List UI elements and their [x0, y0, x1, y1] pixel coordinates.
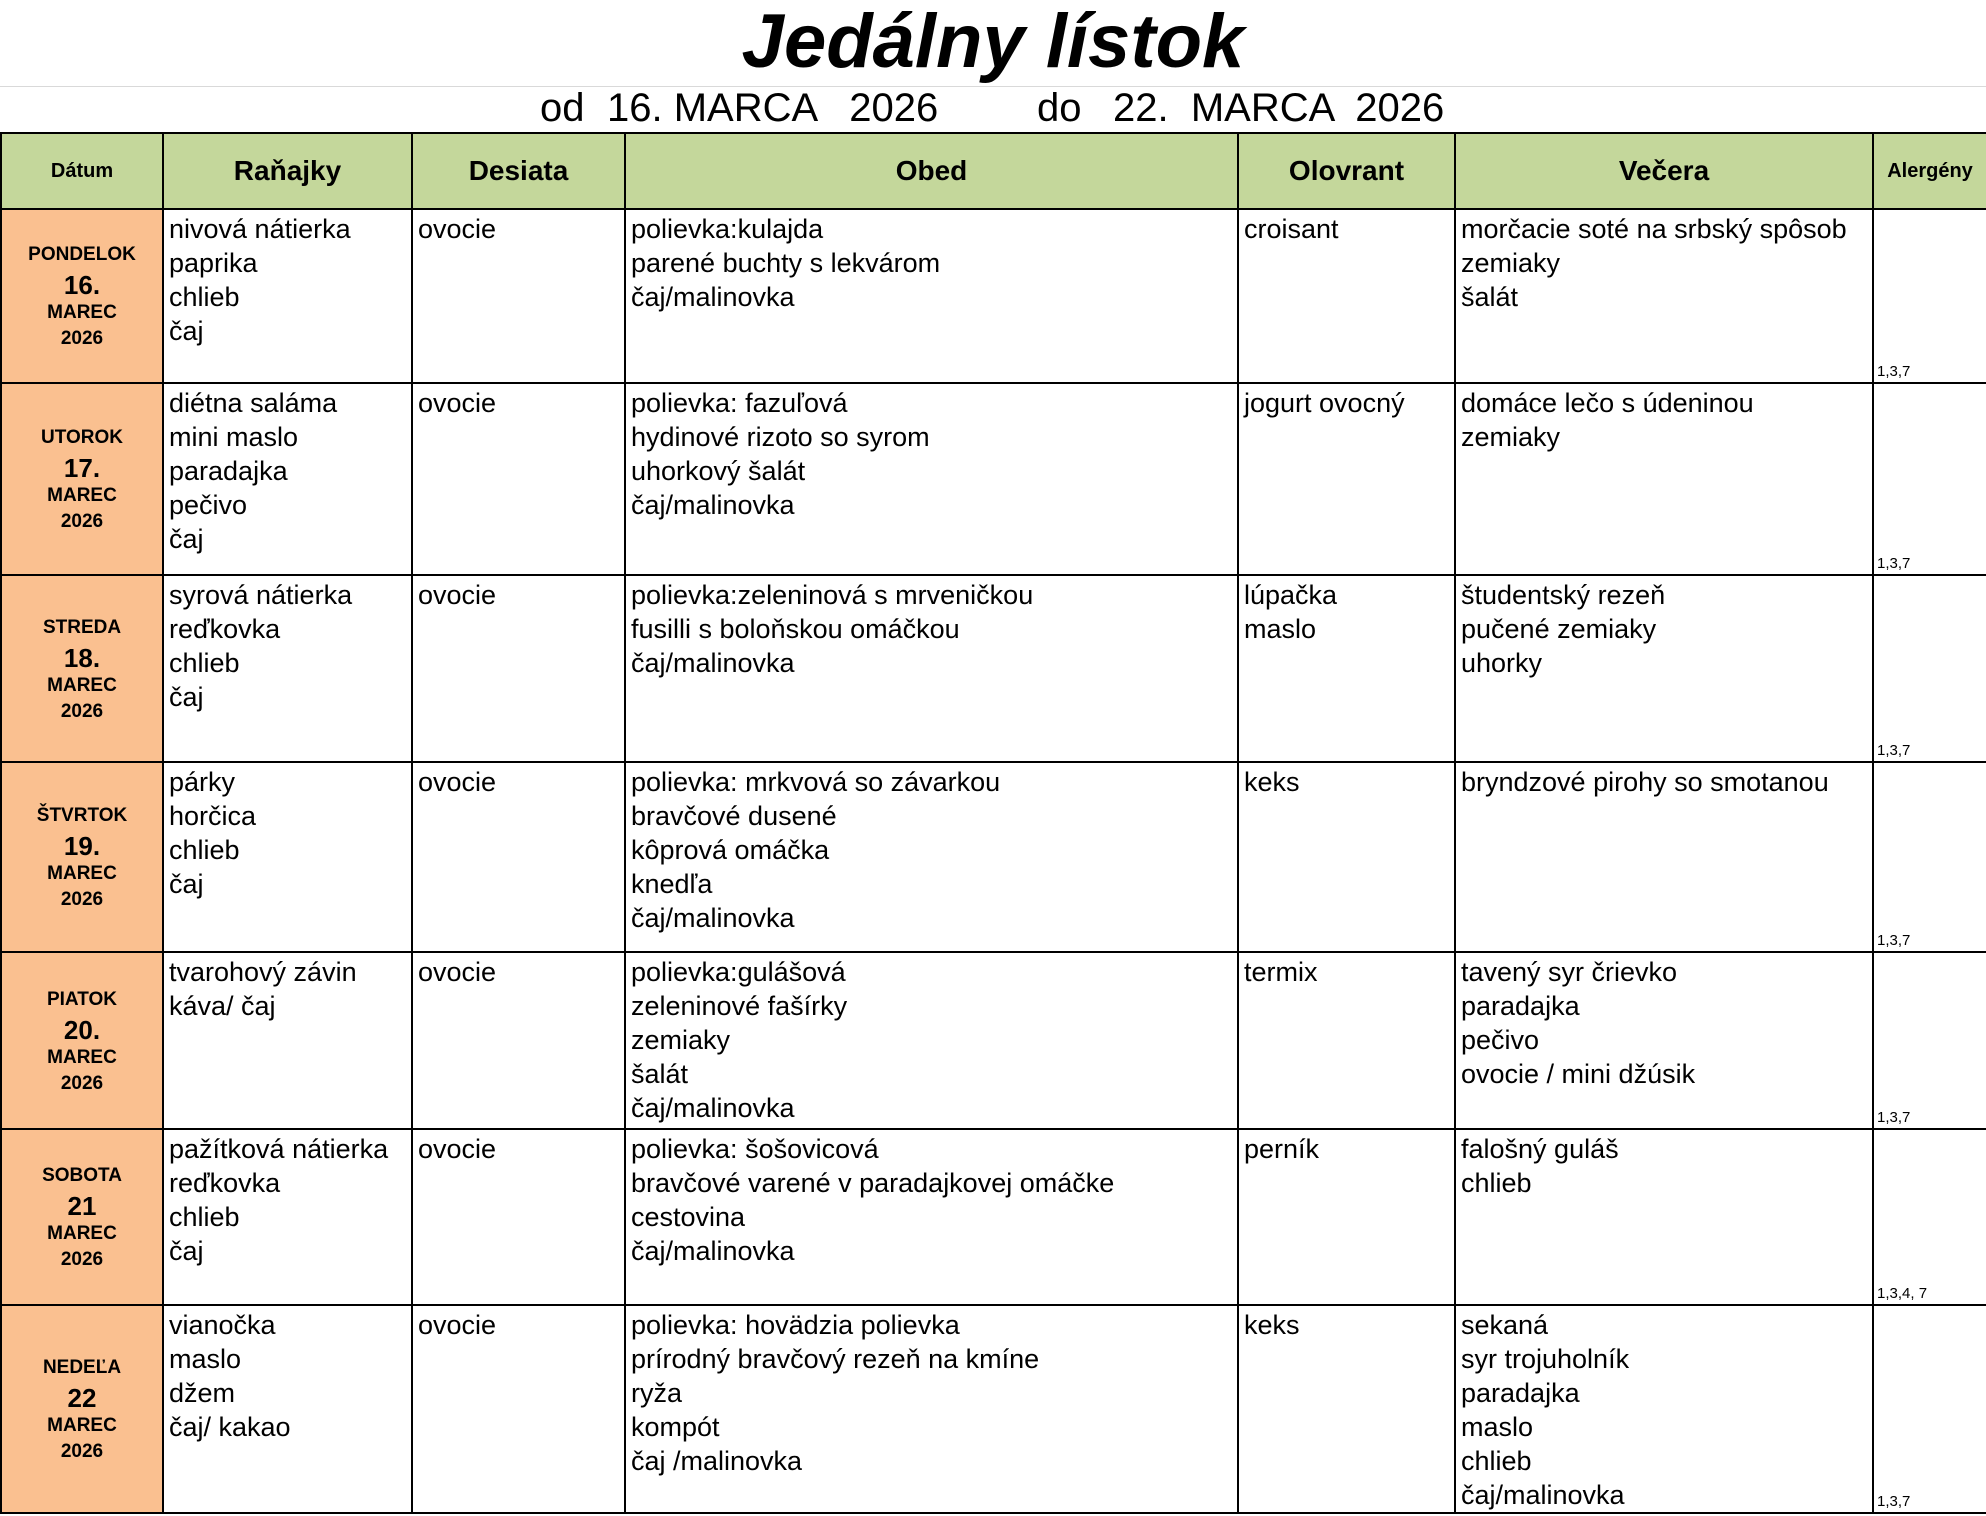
menu-item: bravčové varené v paradajkovej omáčke — [631, 1168, 1115, 1198]
menu-item: nivová nátierka — [169, 214, 351, 244]
menu-item: džem — [169, 1378, 236, 1408]
menu-item: ovocie — [418, 388, 497, 418]
olovrant-cell — [1238, 383, 1455, 575]
menu-item: parené buchty s lekvárom — [631, 248, 941, 278]
menu-item: termix — [1244, 957, 1318, 987]
month-name: MAREC — [47, 302, 117, 323]
desiata-cell — [412, 383, 625, 575]
menu-item: pažítková nátierka — [169, 1134, 389, 1164]
menu-item: domáce lečo s údeninou — [1461, 388, 1754, 418]
menu-item: knedľa — [631, 869, 713, 899]
ranajky-cell — [163, 1129, 412, 1305]
menu-item: kompót — [631, 1412, 720, 1442]
menu-item: čaj/malinovka — [631, 903, 795, 933]
day-name: PONDELOK — [28, 244, 136, 265]
obed-cell — [625, 762, 1238, 952]
range-from-label: od — [540, 86, 585, 130]
year: 2026 — [60, 328, 104, 349]
menu-item: čaj/malinovka — [631, 648, 795, 678]
allergen-cell — [1873, 575, 1986, 762]
menu-item: polievka:kulajda — [631, 214, 824, 244]
menu-item: párky — [169, 767, 236, 797]
month-name: MAREC — [47, 674, 117, 696]
menu-item: chlieb — [169, 1202, 240, 1232]
menu-item: sekaná — [1461, 1310, 1549, 1340]
day-number: 17. — [63, 453, 101, 483]
olovrant-cell — [1238, 1305, 1455, 1513]
menu-item: čaj — [169, 1236, 204, 1266]
menu-item: maslo — [169, 1344, 242, 1374]
allergen-cell — [1873, 209, 1986, 383]
day-name: STREDA — [42, 616, 122, 638]
allergen-codes: 1,3,7 — [1877, 363, 1911, 380]
menu-item: polievka: fazuľová — [631, 388, 848, 418]
allergen-cell — [1873, 762, 1986, 952]
day-name: SOBOTA — [42, 1165, 122, 1186]
obed-cell — [625, 575, 1238, 762]
menu-item: maslo — [1244, 614, 1317, 644]
month-name: MAREC — [47, 863, 117, 884]
menu-item: pučené zemiaky — [1461, 614, 1657, 644]
menu-item: čaj /malinovka — [631, 1446, 803, 1476]
day-number: 21 — [67, 1191, 97, 1221]
menu-item: ovocie — [418, 767, 497, 797]
menu-item: jogurt ovocný — [1244, 388, 1405, 418]
allergen-codes: 1,3,7 — [1877, 742, 1911, 759]
menu-row — [1, 575, 1986, 762]
range-to-label: do — [1037, 86, 1082, 130]
menu-item: čaj — [169, 316, 204, 346]
menu-item: uhorkový šalát — [631, 456, 806, 486]
olovrant-cell — [1238, 575, 1455, 762]
menu-item: pečivo — [169, 490, 248, 520]
menu-item: syr trojuholník — [1461, 1344, 1630, 1374]
ranajky-cell — [163, 575, 412, 762]
desiata-cell — [412, 1129, 625, 1305]
allergen-cell — [1873, 1129, 1986, 1305]
allergen-codes: 1,3,7 — [1877, 1109, 1911, 1126]
menu-item: zemiaky — [631, 1025, 731, 1055]
column-header-ranajky: Raňajky — [163, 133, 412, 209]
menu-item: tavený syr črievko — [1461, 957, 1678, 987]
menu-item: čaj — [169, 524, 204, 554]
vecera-cell — [1455, 1305, 1873, 1513]
page-title: Jedálny lístok — [741, 0, 1245, 84]
vecera-cell — [1455, 762, 1873, 952]
menu-item: polievka:gulášová — [631, 957, 846, 987]
olovrant-cell — [1238, 1129, 1455, 1305]
menu-item: zeleninové fašírky — [631, 991, 848, 1021]
menu-item: horčica — [169, 801, 257, 831]
date-cell — [1, 1305, 163, 1513]
menu-item: pečivo — [1461, 1025, 1540, 1055]
obed-cell — [625, 1129, 1238, 1305]
year: 2026 — [60, 1249, 104, 1270]
allergen-codes: 1,3,7 — [1877, 1493, 1911, 1510]
menu-item: paradajka — [1461, 991, 1580, 1021]
menu-item: perník — [1244, 1134, 1320, 1164]
menu-item: šalát — [1461, 282, 1519, 312]
allergen-codes: 1,3,7 — [1877, 555, 1911, 572]
month-name: MAREC — [47, 1046, 117, 1068]
ranajky-cell — [163, 1305, 412, 1513]
menu-item: keks — [1244, 1310, 1300, 1340]
desiata-cell — [412, 762, 625, 952]
menu-item: reďkovka — [169, 614, 281, 644]
menu-item: ovocie — [418, 580, 497, 610]
day-number: 19. — [63, 831, 101, 861]
menu-item: ovocie / mini džúsik — [1461, 1059, 1696, 1089]
menu-item: paprika — [169, 248, 258, 278]
menu-item: čaj/malinovka — [631, 1236, 795, 1266]
menu-item: vianočka — [169, 1310, 276, 1340]
menu-item: morčacie soté na srbský spôsob — [1461, 214, 1847, 244]
vecera-cell — [1455, 1129, 1873, 1305]
menu-item: čaj — [169, 869, 204, 899]
menu-item: polievka:zeleninová s mrveničkou — [631, 580, 1034, 610]
year: 2026 — [60, 889, 104, 910]
year: 2026 — [60, 1441, 104, 1462]
menu-item: tvarohový závin — [169, 957, 357, 987]
date-cell — [1, 383, 163, 575]
menu-item: polievka: šošovicová — [631, 1134, 879, 1164]
menu-item: paradajka — [1461, 1378, 1580, 1408]
column-header-olovrant: Olovrant — [1238, 133, 1455, 209]
menu-item: zemiaky — [1461, 248, 1561, 278]
obed-cell — [625, 1305, 1238, 1513]
menu-item: cestovina — [631, 1202, 746, 1232]
day-number: 22 — [67, 1383, 97, 1413]
menu-row — [1, 1129, 1986, 1305]
menu-item: čaj/malinovka — [631, 490, 795, 520]
menu-item: lúpačka — [1244, 580, 1338, 610]
day-name: UTOROK — [41, 427, 123, 448]
obed-cell — [625, 209, 1238, 383]
day-name: PIATOK — [46, 988, 118, 1010]
column-header-desiata: Desiata — [412, 133, 625, 209]
vecera-cell — [1455, 209, 1873, 383]
menu-item: prírodný bravčový rezeň na kmíne — [631, 1344, 1040, 1374]
ranajky-cell — [163, 209, 412, 383]
menu-item: šalát — [631, 1059, 689, 1089]
day-number: 18. — [63, 642, 101, 673]
vecera-cell — [1455, 575, 1873, 762]
menu-item: študentský rezeň — [1461, 580, 1666, 610]
menu-item: polievka: hovädzia polievka — [631, 1310, 960, 1340]
menu-item: mini maslo — [169, 422, 299, 452]
menu-row — [1, 952, 1986, 1129]
menu-item: syrová nátierka — [169, 580, 353, 610]
column-header-obed: Obed — [625, 133, 1238, 209]
day-name: NEDEĽA — [42, 1357, 122, 1378]
menu-item: ovocie — [418, 214, 497, 244]
obed-cell — [625, 952, 1238, 1129]
menu-item: čaj/malinovka — [631, 1093, 795, 1123]
menu-item: fusilli s boloňskou omáčkou — [631, 614, 960, 644]
obed-cell — [625, 383, 1238, 575]
menu-item: čaj/ kakao — [169, 1412, 291, 1442]
menu-item: ovocie — [418, 1134, 497, 1164]
menu-item: paradajka — [169, 456, 288, 486]
month-name: MAREC — [47, 1223, 117, 1244]
year: 2026 — [60, 1072, 104, 1094]
menu-item: keks — [1244, 767, 1300, 797]
date-cell — [1, 762, 163, 952]
allergen-codes: 1,3,7 — [1877, 932, 1911, 949]
menu-row — [1, 383, 1986, 575]
menu-item: káva/ čaj — [169, 991, 276, 1021]
desiata-cell — [412, 952, 625, 1129]
date-cell — [1, 209, 163, 383]
menu-item: croisant — [1244, 214, 1339, 244]
menu-item: čaj/malinovka — [1461, 1480, 1625, 1510]
vecera-cell — [1455, 383, 1873, 575]
menu-item: ryža — [631, 1378, 683, 1408]
menu-item: hydinové rizoto so syrom — [631, 422, 930, 452]
menu-item: ovocie — [418, 1310, 497, 1340]
column-header-vecera: Večera — [1455, 133, 1873, 209]
date-cell — [1, 575, 163, 762]
date-range — [0, 86, 1986, 130]
menu-item: chlieb — [169, 648, 240, 678]
desiata-cell — [412, 209, 625, 383]
menu-item: chlieb — [169, 835, 240, 865]
header-row — [1, 133, 1986, 209]
month-name: MAREC — [47, 485, 117, 506]
menu-row — [1, 209, 1986, 383]
column-header-alergeny: Alergény — [1873, 133, 1986, 209]
menu-item: bravčové dusené — [631, 801, 837, 831]
menu-row — [1, 1305, 1986, 1513]
menu-item: kôprová omáčka — [631, 835, 830, 865]
menu-item: ovocie — [418, 957, 497, 987]
date-cell — [1, 952, 163, 1129]
year: 2026 — [60, 511, 104, 532]
menu-item: diétna saláma — [169, 388, 338, 418]
menu-item: falošný guláš — [1461, 1134, 1619, 1164]
day-number: 16. — [63, 270, 101, 300]
desiata-cell — [412, 575, 625, 762]
ranajky-cell — [163, 952, 412, 1129]
olovrant-cell — [1238, 209, 1455, 383]
ranajky-cell — [163, 762, 412, 952]
menu-table — [0, 132, 1986, 1514]
range-from-date: 16. MARCA 2026 — [607, 86, 939, 130]
olovrant-cell — [1238, 762, 1455, 952]
menu-row — [1, 762, 1986, 952]
allergen-cell — [1873, 383, 1986, 575]
menu-item: uhorky — [1461, 648, 1543, 678]
menu-item: reďkovka — [169, 1168, 281, 1198]
vecera-cell — [1455, 952, 1873, 1129]
date-cell — [1, 1129, 163, 1305]
menu-item: maslo — [1461, 1412, 1534, 1442]
year: 2026 — [60, 700, 104, 722]
menu-item: chlieb — [169, 282, 240, 312]
day-name: ŠTVRTOK — [36, 805, 128, 826]
desiata-cell — [412, 1305, 625, 1513]
month-name: MAREC — [47, 1415, 117, 1436]
day-number: 20. — [63, 1014, 101, 1045]
menu-item: polievka: mrkvová so závarkou — [631, 767, 1001, 797]
menu-item: zemiaky — [1461, 422, 1561, 452]
menu-item: bryndzové pirohy so smotanou — [1461, 767, 1829, 797]
allergen-cell — [1873, 952, 1986, 1129]
range-to-date: 22. MARCA 2026 — [1113, 86, 1445, 130]
menu-item: čaj — [169, 682, 204, 712]
menu-item: čaj/malinovka — [631, 282, 795, 312]
ranajky-cell — [163, 383, 412, 575]
menu-item: chlieb — [1461, 1446, 1532, 1476]
allergen-codes: 1,3,4, 7 — [1877, 1285, 1928, 1302]
allergen-cell — [1873, 1305, 1986, 1513]
olovrant-cell — [1238, 952, 1455, 1129]
menu-item: chlieb — [1461, 1168, 1532, 1198]
column-header-datum: Dátum — [1, 133, 163, 209]
